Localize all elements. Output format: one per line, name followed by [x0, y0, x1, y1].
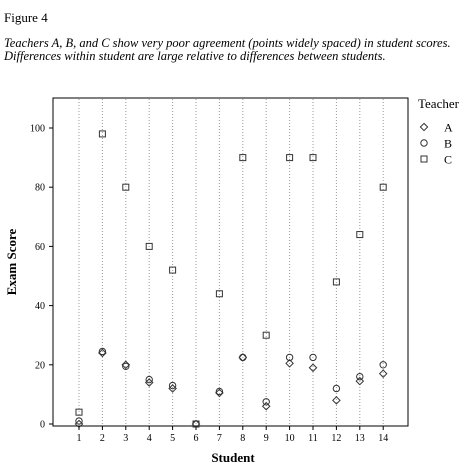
- data-points: [75, 131, 386, 428]
- data-point-a: [380, 370, 387, 377]
- x-tick-label: 12: [331, 433, 342, 444]
- data-point-c: [99, 131, 105, 137]
- x-tick-label: 7: [216, 433, 222, 444]
- x-tick-label: 14: [378, 433, 389, 444]
- x-tick-label: 6: [193, 433, 199, 444]
- legend-marker-c: [421, 156, 427, 162]
- x-tick-label: 11: [308, 433, 318, 444]
- x-tick-label: 5: [170, 433, 176, 444]
- x-tick-label: 8: [240, 433, 246, 444]
- legend-title: Teacher: [418, 96, 459, 111]
- y-tick-label: 80: [35, 182, 45, 194]
- legend-label: A: [444, 120, 453, 135]
- y-tick-label: 40: [35, 301, 45, 313]
- x-axis-label: Student: [211, 450, 255, 465]
- legend-label: C: [444, 152, 453, 167]
- plot-frame: [53, 98, 408, 426]
- legend-label: B: [444, 136, 453, 151]
- grid-lines: [79, 99, 383, 425]
- y-tick-label: 0: [40, 419, 45, 431]
- legend-marker-a: [420, 123, 427, 130]
- data-point-b: [380, 362, 386, 368]
- y-tick-label: 60: [35, 241, 45, 253]
- x-tick-label: 10: [284, 433, 295, 444]
- x-tick-label: 9: [263, 433, 269, 444]
- figure-label: Figure 4: [4, 10, 48, 25]
- x-tick-label: 13: [354, 433, 365, 444]
- x-tick-label: 4: [146, 433, 152, 444]
- x-tick-label: 1: [76, 433, 82, 444]
- legend: [418, 96, 460, 167]
- legend-marker-b: [421, 140, 427, 146]
- y-axis-label: Exam Score: [4, 228, 19, 296]
- x-tick-label: 3: [123, 433, 129, 444]
- figure-caption: Teachers A, B, and C show very poor agreement (points widely spaced) in student scores. Differences within student are large relative to differences between students.: [4, 36, 451, 63]
- axes: [30, 124, 388, 445]
- y-tick-label: 100: [30, 123, 45, 135]
- y-tick-label: 20: [35, 360, 45, 372]
- x-tick-label: 2: [99, 433, 105, 444]
- data-point-a: [309, 364, 316, 371]
